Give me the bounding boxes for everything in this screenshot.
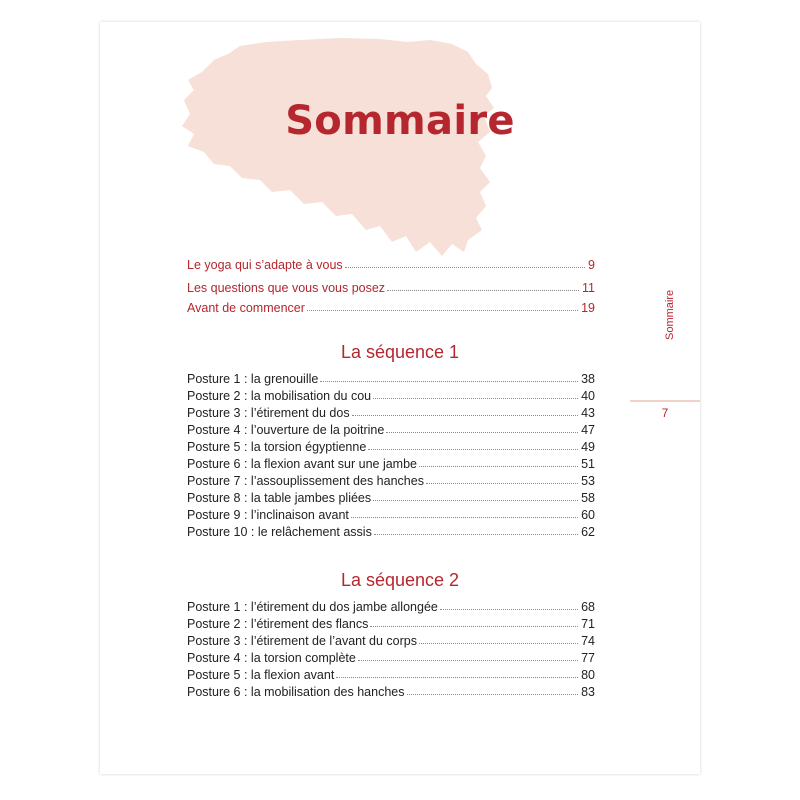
toc-entry-intro-2[interactable]	[187, 281, 595, 299]
toc-entry-s1-10[interactable]	[187, 525, 595, 543]
dot-leader	[358, 652, 578, 661]
toc-entry-page: 40	[581, 389, 595, 403]
toc-entry-page: 68	[581, 600, 595, 614]
dot-leader	[373, 492, 578, 501]
toc-entry-label: Posture 3 : l’étirement du dos	[187, 406, 350, 420]
toc-entry-label: Posture 1 : l’étirement du dos jambe allongée	[187, 600, 438, 614]
toc-entry-label: Posture 5 : la torsion égyptienne	[187, 440, 367, 454]
section-heading-sequence-1: La séquence 1	[340, 342, 460, 362]
toc-entry-page: 47	[581, 423, 595, 437]
toc-entry-s2-5[interactable]	[187, 668, 595, 686]
dot-leader	[386, 424, 578, 433]
dot-leader	[351, 509, 578, 518]
toc-entry-s2-1[interactable]	[187, 600, 595, 618]
toc-entry-page: 83	[581, 685, 595, 699]
toc-entry-label: Posture 6 : la mobilisation des hanches	[187, 685, 405, 699]
page-number: 7	[661, 406, 669, 420]
toc-entry-s1-6[interactable]	[187, 457, 595, 475]
page-title: Sommaire	[285, 98, 515, 144]
toc-entry-s2-4[interactable]	[187, 651, 595, 669]
toc-entry-page: 43	[581, 406, 595, 420]
brush-stroke-decoration	[180, 30, 500, 280]
dot-leader	[345, 259, 585, 268]
toc-entry-label: Les questions que vous vous posez	[187, 281, 386, 295]
toc-entry-label: Posture 6 : la flexion avant sur une jambe	[187, 457, 417, 471]
toc-entry-label: Posture 2 : l’étirement des flancs	[187, 617, 369, 631]
toc-entry-label: Posture 8 : la table jambes pliées	[187, 491, 372, 505]
dot-leader	[373, 390, 578, 399]
toc-entry-page: 38	[581, 372, 595, 386]
dot-leader	[374, 526, 578, 535]
toc-entry-label: Posture 1 : la grenouille	[187, 372, 319, 386]
toc-entry-label: Posture 9 : l’inclinaison avant	[187, 508, 349, 522]
dot-leader	[370, 618, 578, 627]
section-heading-sequence-2: La séquence 2	[340, 570, 460, 590]
toc-entry-s1-5[interactable]	[187, 440, 595, 458]
toc-entry-page: 77	[581, 651, 595, 665]
toc-entry-page: 60	[581, 508, 595, 522]
toc-entry-page: 71	[581, 617, 595, 631]
side-tab-rule	[630, 400, 700, 402]
toc-entry-s1-7[interactable]	[187, 474, 595, 492]
toc-entry-label: Posture 4 : l’ouverture de la poitrine	[187, 423, 385, 437]
toc-entry-s1-9[interactable]	[187, 508, 595, 526]
toc-entry-page: 58	[581, 491, 595, 505]
toc-entry-s2-2[interactable]	[187, 617, 595, 635]
toc-entry-s1-8[interactable]	[187, 491, 595, 509]
toc-entry-s2-3[interactable]	[187, 634, 595, 652]
dot-leader	[419, 635, 578, 644]
toc-entry-page: 19	[581, 301, 595, 315]
toc-entry-s1-3[interactable]	[187, 406, 595, 424]
dot-leader	[419, 458, 578, 467]
dot-leader	[336, 669, 578, 678]
dot-leader	[368, 441, 578, 450]
book-page	[100, 22, 700, 774]
dot-leader	[307, 302, 578, 311]
toc-entry-label: Avant de commencer	[187, 301, 305, 315]
dot-leader	[387, 282, 579, 291]
toc-entry-label: Posture 3 : l’étirement de l’avant du corps	[187, 634, 417, 648]
dot-leader	[440, 601, 578, 610]
dot-leader	[352, 407, 579, 416]
dot-leader	[426, 475, 578, 484]
toc-entry-label: Posture 5 : la flexion avant	[187, 668, 335, 682]
dot-leader	[407, 686, 579, 695]
toc-entry-label: Posture 2 : la mobilisation du cou	[187, 389, 372, 403]
toc-entry-intro-1[interactable]	[187, 258, 595, 276]
toc-entry-page: 62	[581, 525, 595, 539]
toc-entry-s1-2[interactable]	[187, 389, 595, 407]
toc-entry-page: 80	[581, 668, 595, 682]
toc-entry-label: Posture 7 : l’assouplissement des hanches	[187, 474, 424, 488]
toc-entry-page: 11	[582, 281, 595, 295]
toc-entry-page: 49	[581, 440, 595, 454]
toc-entry-s1-4[interactable]	[187, 423, 595, 441]
side-tab-label: Sommaire	[664, 289, 676, 340]
toc-entry-intro-3[interactable]	[187, 301, 595, 319]
toc-entry-label: Posture 4 : la torsion complète	[187, 651, 356, 665]
toc-entry-page: 9	[588, 258, 595, 272]
toc-entry-s1-1[interactable]	[187, 372, 595, 390]
toc-entry-s2-6[interactable]	[187, 685, 595, 703]
toc-entry-page: 74	[581, 634, 595, 648]
toc-entry-page: 51	[581, 457, 595, 471]
toc-entry-label: Posture 10 : le relâchement assis	[187, 525, 372, 539]
toc-entry-label: Le yoga qui s’adapte à vous	[187, 258, 343, 272]
toc-entry-page: 53	[581, 474, 595, 488]
dot-leader	[320, 373, 578, 382]
